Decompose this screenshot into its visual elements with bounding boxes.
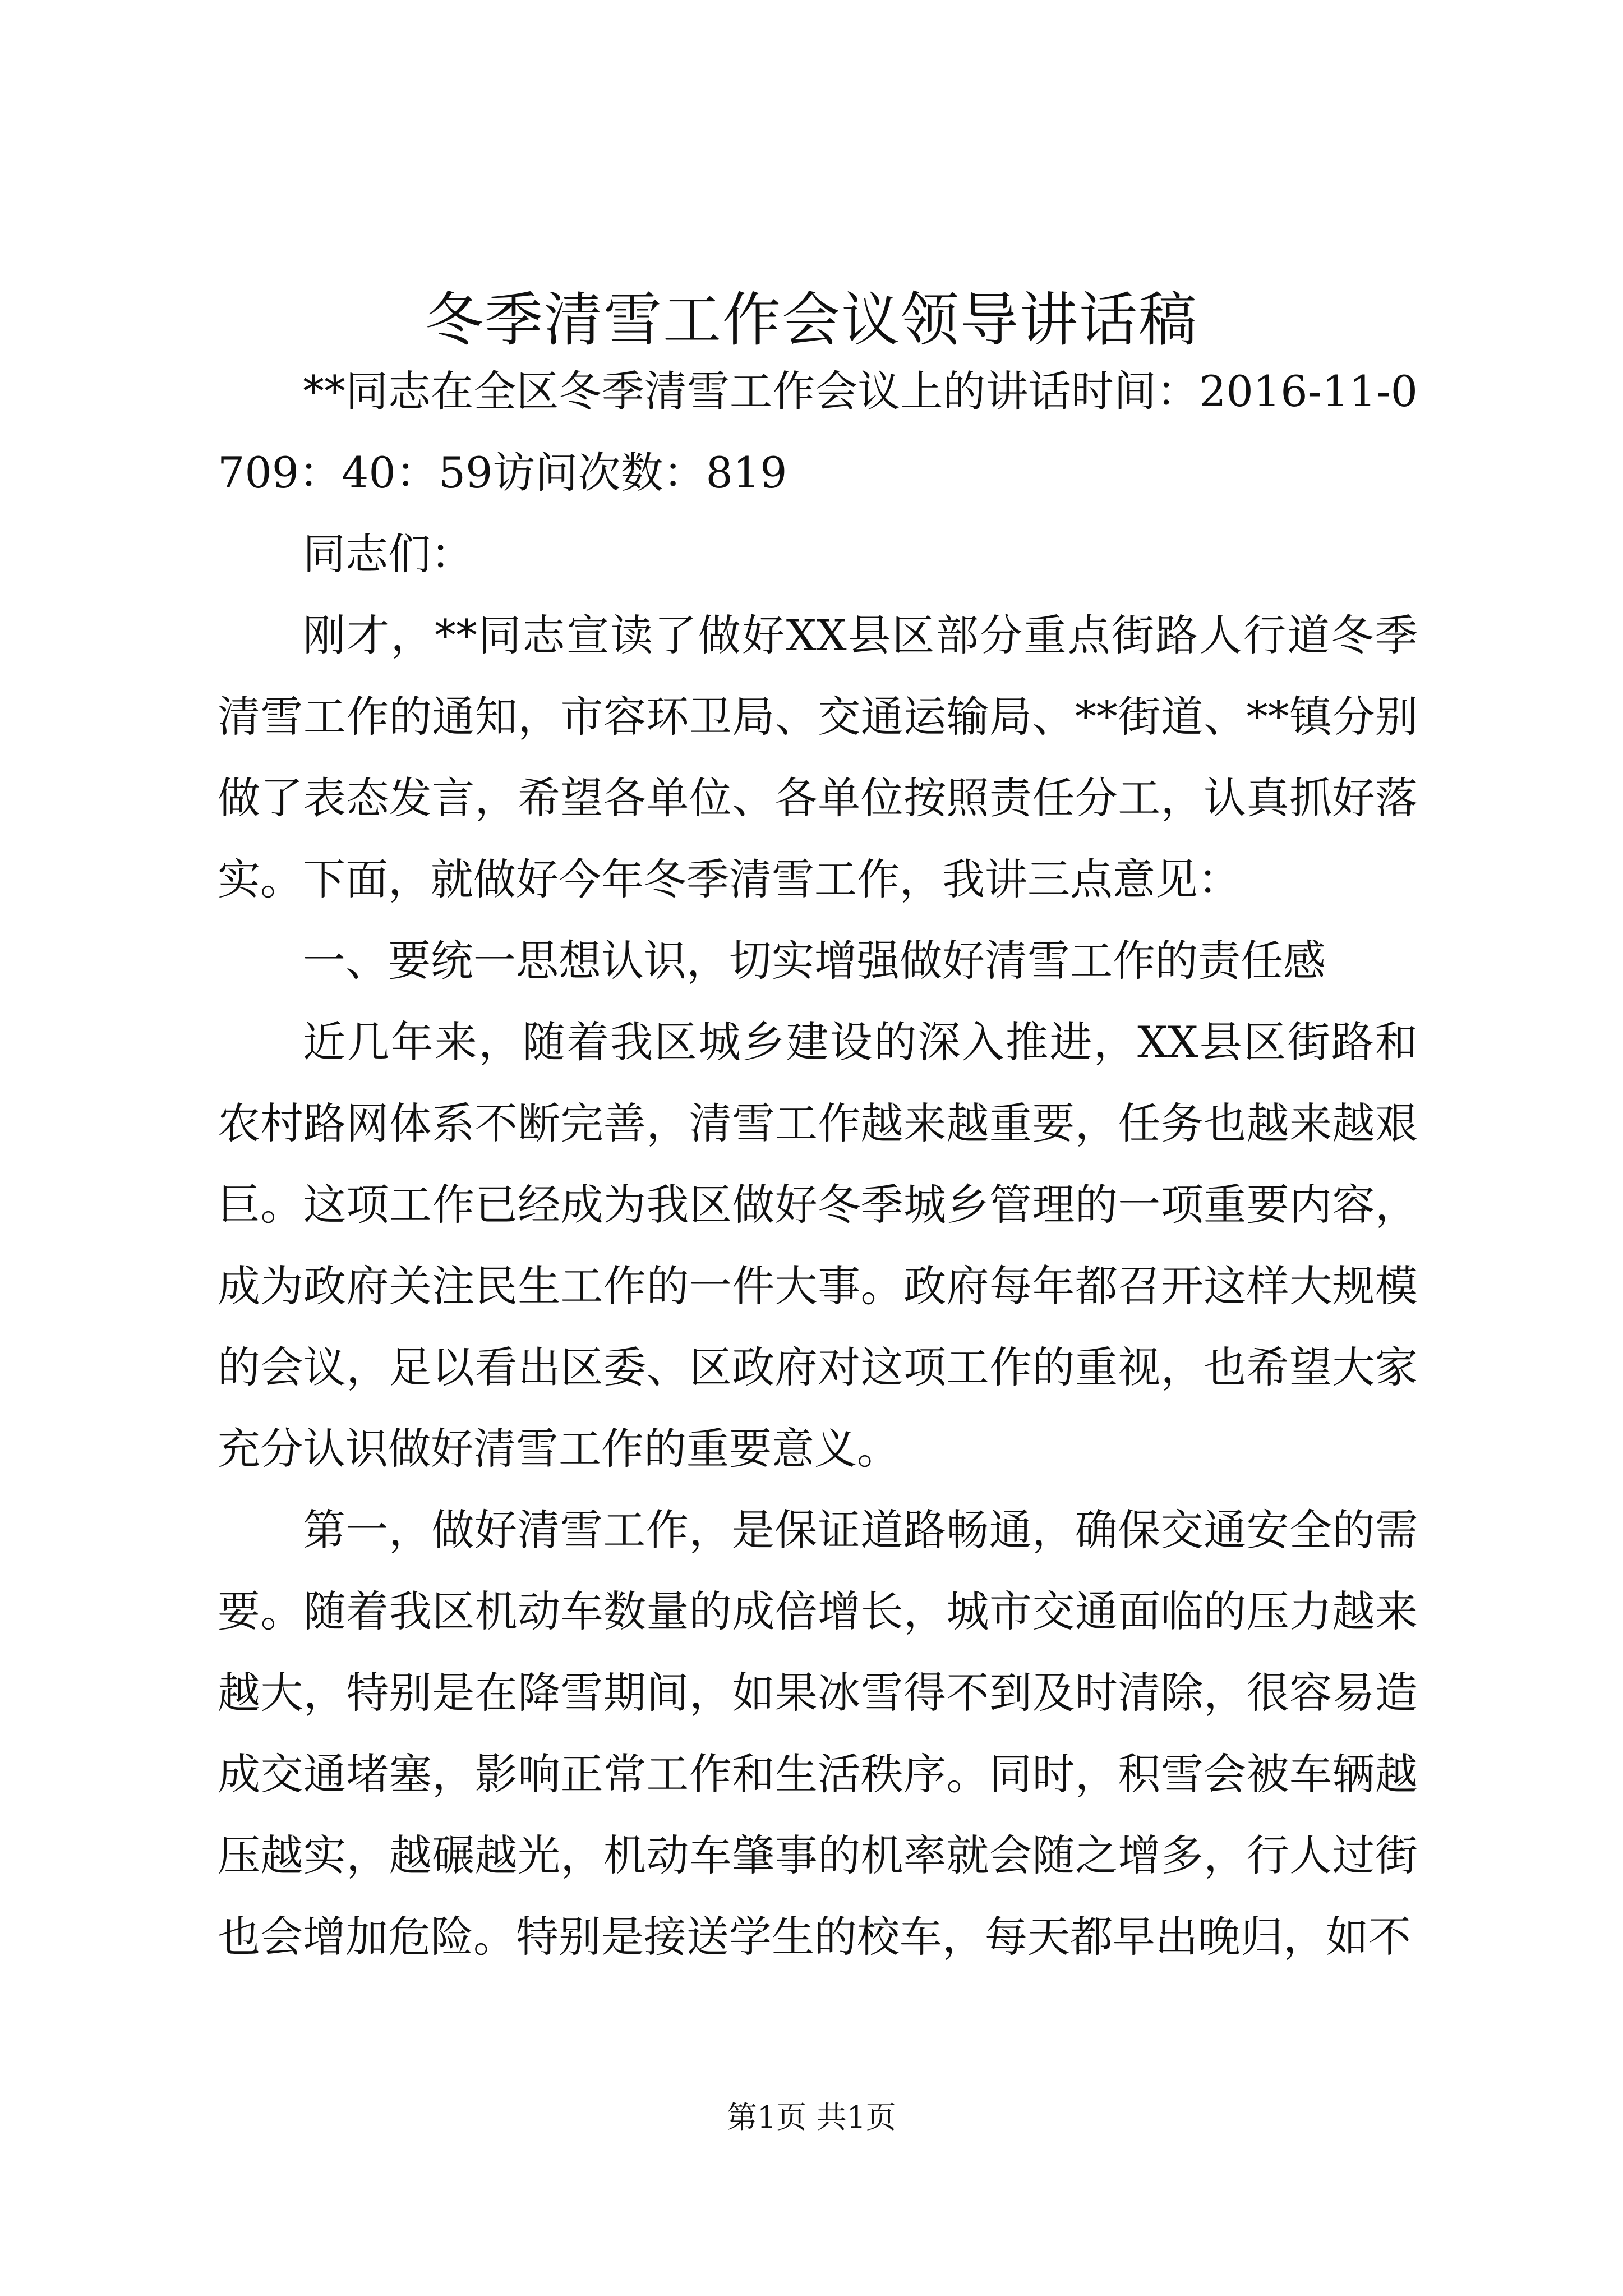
page-footer: 第1页 共1页: [727, 2100, 896, 2135]
document-title: 冬季清雪工作会议领导讲话稿: [425, 286, 1198, 354]
paragraph-byline: **同志在全区冬季清雪工作会议上的讲话时间：2016-11-0709：40：59访问次数：819: [218, 366, 1418, 498]
paragraph-background: 近几年来，随着我区城乡建设的深入推进，XX县区街路和农村路网体系不断完善，清雪工作越来越重要，任务也越来越艰巨。这项工作已经成为我区做好冬季城乡管理的一项重要内容，成为政府关注民生工作的一件大事。政府每年都召开这样大规模的会议，足以看出区委、区政府对这项工作的重视，也希望大家充分认识做好清雪工作的重要意义。: [218, 1017, 1418, 1474]
paragraph-section-heading: 一、要统一思想认识，切实增强做好清雪工作的责任感: [303, 936, 1326, 986]
paragraph-salutation: 同志们：: [303, 529, 473, 579]
paragraph-opening: 刚才，**同志宣读了做好XX县区部分重点街路人行道冬季清雪工作的通知，市容环卫局、交通运输局、**街道、**镇分别做了表态发言，希望各单位、各单位按照责任分工，认真抓好落实。下面，就做好今年冬季清雪工作，我讲三点意见：: [218, 610, 1418, 904]
document-body: [218, 351, 1418, 1977]
paragraph-point-one: 第一，做好清雪工作，是保证道路畅通，确保交通安全的需要。随着我区机动车数量的成倍增长，城市交通面临的压力越来越大，特别是在降雪期间，如果冰雪得不到及时清除，很容易造成交通堵塞，影响正常工作和生活秩序。同时，积雪会被车辆越压越实，越碾越光，机动车肇事的机率就会随之增多，行人过街也会增加危险。特别是接送学生的校车，每天都早出晚归，如不: [218, 1505, 1418, 1962]
